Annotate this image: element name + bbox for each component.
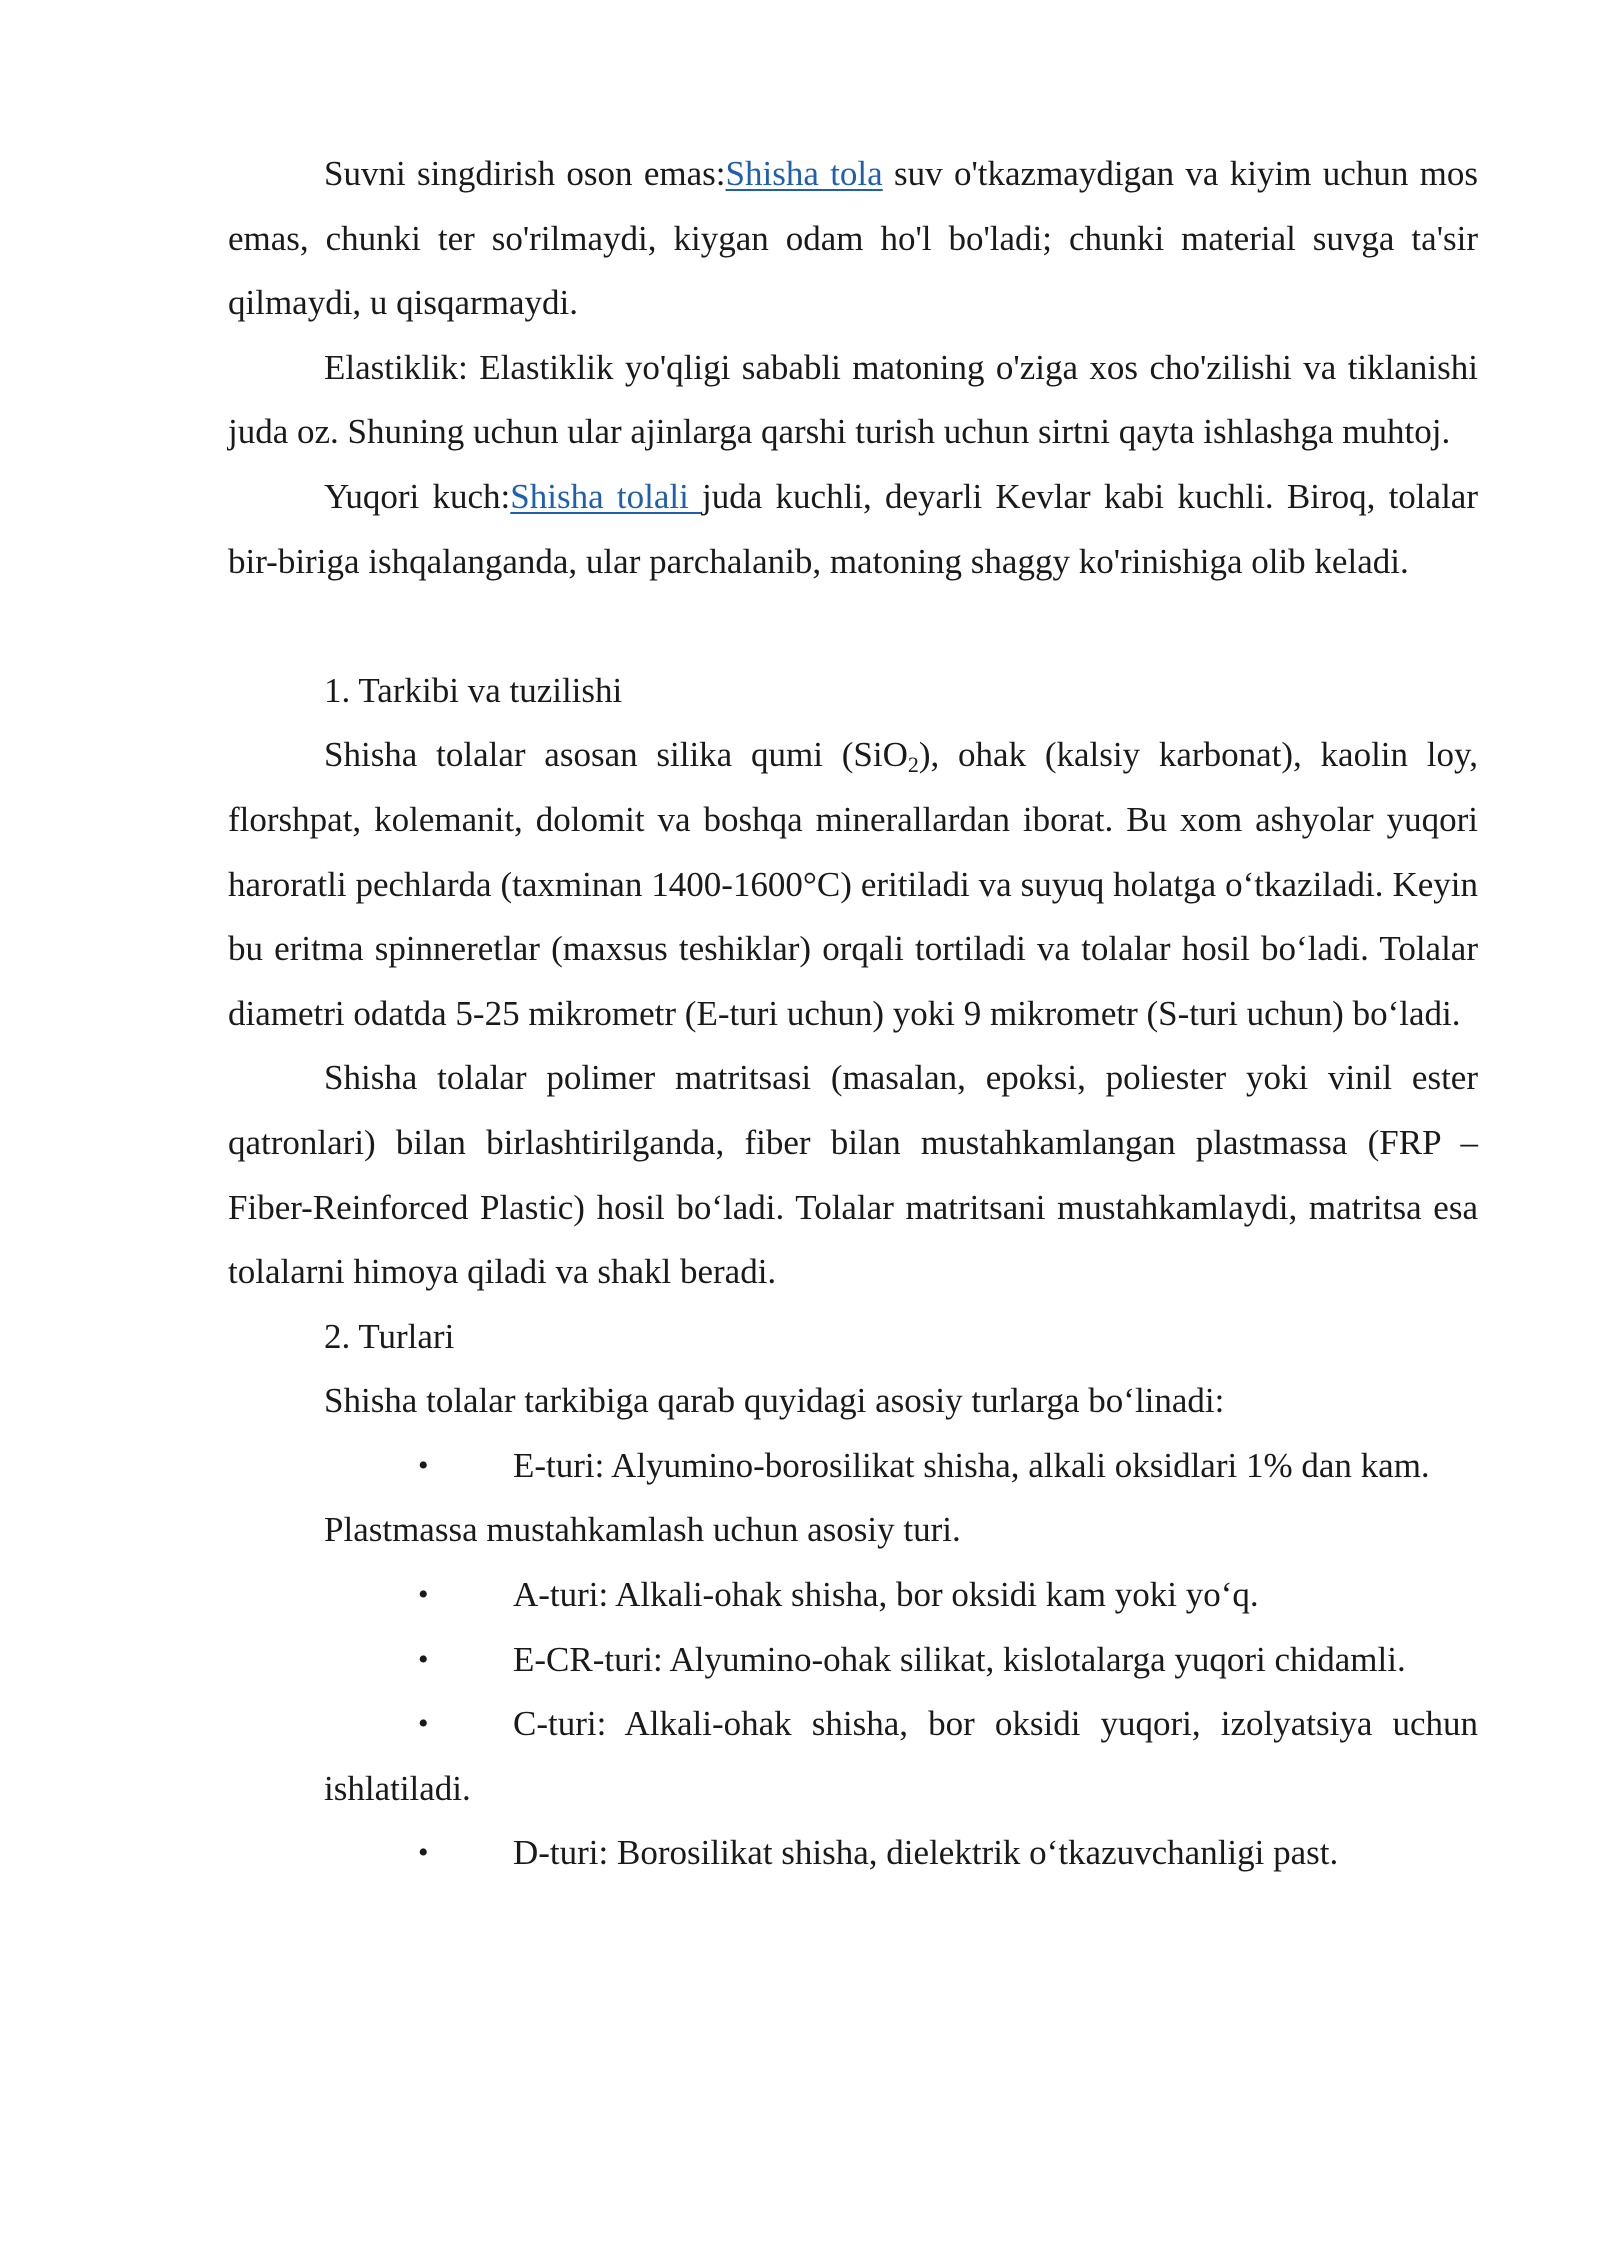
list-item-continuation: ishlatiladi. [324,1768,471,1808]
list-item-text: D-turi: Borosilikat shisha, dielektrik o‘tkazuvchanligi past. [513,1833,1339,1873]
paragraph-text: Shisha tolalar asosan silika qumi (SiO [324,735,908,775]
paragraph-text: juda kuchli, deyarli Kevlar kabi kuchli. Biroq, tolalar bir-biriga ishqalanganda, ular parchalanib, matoning shaggy ko'rinishiga olib keladi. [228,476,1478,581]
paragraph-elasticity: Elastiklik: Elastiklik yo'qligi sababli matoning o'ziga xos cho'zilishi va tiklanishi juda oz. Shuning uchun ular ajinlarga qarshi turish uchun sirtni qayta ishlashga muhtoj. [228,347,1478,452]
paragraph-text: suv o'tkazmaydigan va kiyim uchun mos emas, chunki ter so'rilmaydi, kiygan odam ho'l bo'ladi; chunki material suvga ta'sir qilmaydi, u qisqarmaydi. [228,154,1478,323]
paragraph-frp: Shisha tolalar polimer matritsasi (masalan, epoksi, poliester yoki vinil ester qatronlari) bilan birlashtirilganda, fiber bilan mustahkamlangan plastmassa (FRP – Fiber-Reinforced Plastic) hosil bo‘ladi. Tolalar matritsani mustahkamlaydi, matritsa esa tolalarni himoya qiladi va shakl beradi. [228,1058,1478,1292]
list-item [228,1434,1498,1499]
paragraph-text: Suvni singdirish oson emas: [324,154,726,193]
document-page [228,142,1478,1886]
paragraph-text: Yuqori kuch: [324,476,511,516]
paragraph-water-absorption [228,142,1478,336]
types-intro: Shisha tolalar tarkibiga qarab quyidagi asosiy turlarga bo‘linadi: [324,1381,1225,1421]
list-item-text: E-turi: Alyumino-borosilikat shisha, alkali oksidlari 1% dan kam. [513,1445,1430,1485]
section-heading-types: 2. Turlari [324,1316,455,1356]
list-item-text: E-CR-turi: Alyumino-ohak silikat, kislotalarga yuqori chidamli. [513,1639,1406,1679]
list-item-continuation: Plastmassa mustahkamlash uchun asosiy turi. [324,1510,961,1550]
bullet-icon: • [418,1578,429,1612]
list-item [228,1692,1478,1757]
list-item [228,1821,1478,1886]
glass-fiber-link[interactable]: Shisha tola [725,154,883,193]
list-item-text: C-turi: Alkali-ohak shisha, bor oksidi yuqori, izolyatsiya uchun [513,1704,1478,1744]
bullet-icon: • [418,1448,429,1482]
bullet-icon: • [418,1836,429,1870]
subscript: 2 [907,752,919,778]
glass-fiber-link-2[interactable]: Shisha tolali [510,476,703,516]
paragraph-strength [228,465,1478,594]
list-item [228,1628,1478,1693]
blank-line [228,594,1478,659]
bullet-icon: • [418,1642,429,1676]
section-heading-composition: 1. Tarkibi va tuzilishi [324,670,623,710]
list-item-text: A-turi: Alkali-ohak shisha, bor oksidi kam yoki yo‘q. [513,1575,1259,1615]
list-item [228,1563,1478,1628]
paragraph-composition [228,723,1478,1046]
bullet-icon: • [418,1707,429,1741]
paragraph-text: ), ohak (kalsiy karbonat), kaolin loy, florshpat, kolemanit, dolomit va boshqa minerallardan iborat. Bu xom ashyolar yuqori haroratli pechlarda (taxminan 1400-1600°C) eritiladi va suyuq holatga o‘tkaziladi. Keyin bu eritma spinneretlar (maxsus teshiklar) orqali tortiladi va tolalar hosil bo‘ladi. Tolalar diametri odatda 5-25 mikrometr (E-turi uchun) yoki 9 mikrometr (S-turi uchun) bo‘ladi. [228,735,1478,1033]
